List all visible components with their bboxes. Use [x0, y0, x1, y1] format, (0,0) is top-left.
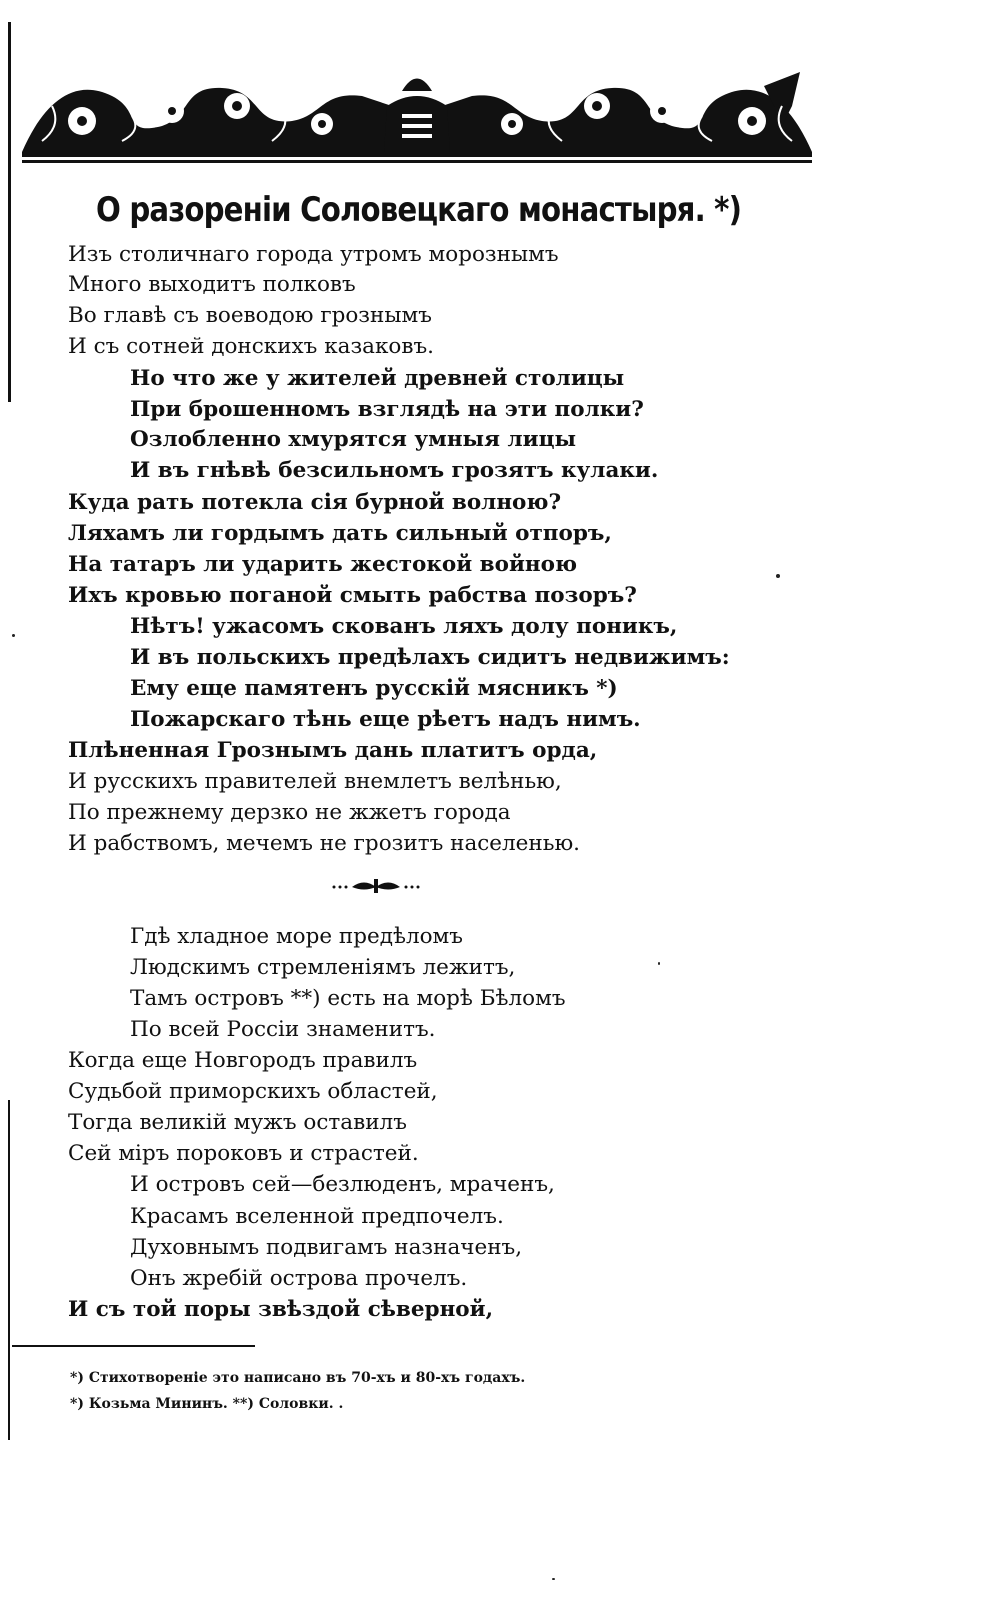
verse-line: Во главѣ съ воеводою грознымъ — [68, 303, 432, 328]
verse-line: Тогда великій мужъ оставилъ — [68, 1110, 407, 1135]
verse-line: Много выходитъ полковъ — [68, 272, 356, 297]
gutter-line-top — [8, 22, 11, 402]
section-divider-ornament — [330, 876, 422, 894]
verse-line: Пожарскаго тѣнь еще рѣетъ надъ нимъ. — [130, 707, 641, 732]
verse-line: Нѣтъ! ужасомъ скованъ ляхъ долу поникъ, — [130, 614, 678, 639]
verse-line: И островъ сей—безлюденъ, мраченъ, — [130, 1172, 555, 1197]
scan-speck — [776, 574, 780, 578]
gutter-line-bottom — [8, 1100, 10, 1440]
verse-line: Гдѣ хладное море предѣломъ — [130, 924, 463, 949]
footnote-1: *) Стихотвореніе это написано въ 70-хъ и 80-хъ годахъ. — [70, 1370, 526, 1386]
verse-line: Духовнымъ подвигамъ назначенъ, — [130, 1235, 523, 1260]
scan-speck — [658, 962, 660, 965]
verse-line: Плѣненная Грознымъ дань платитъ орда, — [68, 738, 598, 763]
verse-line: И съ той поры звѣздой сѣверной, — [68, 1297, 494, 1322]
footnote-2: *) Козьма Мининъ. **) Соловки. . — [70, 1396, 344, 1412]
verse-line: При брошенномъ взглядѣ на эти полки? — [130, 397, 644, 422]
verse-line: Куда рать потекла сія бурной волною? — [68, 490, 562, 515]
verse-line: И рабствомъ, мечемъ не грозитъ населенью. — [68, 831, 580, 856]
verse-line: Озлобленно хмурятся умныя лицы — [130, 427, 577, 452]
verse-line: Когда еще Новгородъ правилъ — [68, 1048, 418, 1073]
scan-speck — [552, 1578, 555, 1580]
verse-line: И русскихъ правителей внемлетъ велѣнью, — [68, 769, 562, 794]
verse-line: Но что же у жителей древней столицы — [130, 366, 625, 391]
footnote-rule — [12, 1345, 255, 1347]
verse-line: На татаръ ли ударить жестокой войною — [68, 552, 578, 577]
verse-line: И въ польскихъ предѣлахъ сидитъ недвижимъ: — [130, 645, 730, 670]
scan-speck — [12, 634, 15, 637]
verse-line: И въ гнѣвѣ безсильномъ грозятъ кулаки. — [130, 458, 659, 483]
verse-line: Тамъ островъ **) есть на морѣ Бѣломъ — [130, 986, 566, 1011]
poem-title: О разореніи Соловецкаго монастыря. *) — [96, 190, 742, 230]
verse-line: Ляхамъ ли гордымъ дать сильный отпоръ, — [68, 521, 612, 546]
verse-line: Красамъ вселенной предпочелъ. — [130, 1204, 504, 1229]
verse-line: По прежнему дерзко не жжетъ города — [68, 800, 511, 825]
verse-line: Людскимъ стремленіямъ лежитъ, — [130, 955, 516, 980]
verse-line: Ихъ кровью поганой смыть рабства позоръ? — [68, 583, 637, 608]
verse-line: Сей міръ пороковъ и страстей. — [68, 1141, 419, 1166]
verse-line: По всей Россіи знаменитъ. — [130, 1017, 436, 1042]
verse-line: Изъ столичнаго города утромъ морознымъ — [68, 242, 559, 267]
verse-line: Судьбой приморскихъ областей, — [68, 1079, 438, 1104]
floral-headpiece-ornament — [22, 66, 812, 172]
verse-line: И съ сотней донскихъ казаковъ. — [68, 334, 434, 359]
verse-line: Ему еще памятенъ русскій мясникъ *) — [130, 676, 618, 701]
verse-line: Онъ жребій острова прочелъ. — [130, 1266, 468, 1291]
